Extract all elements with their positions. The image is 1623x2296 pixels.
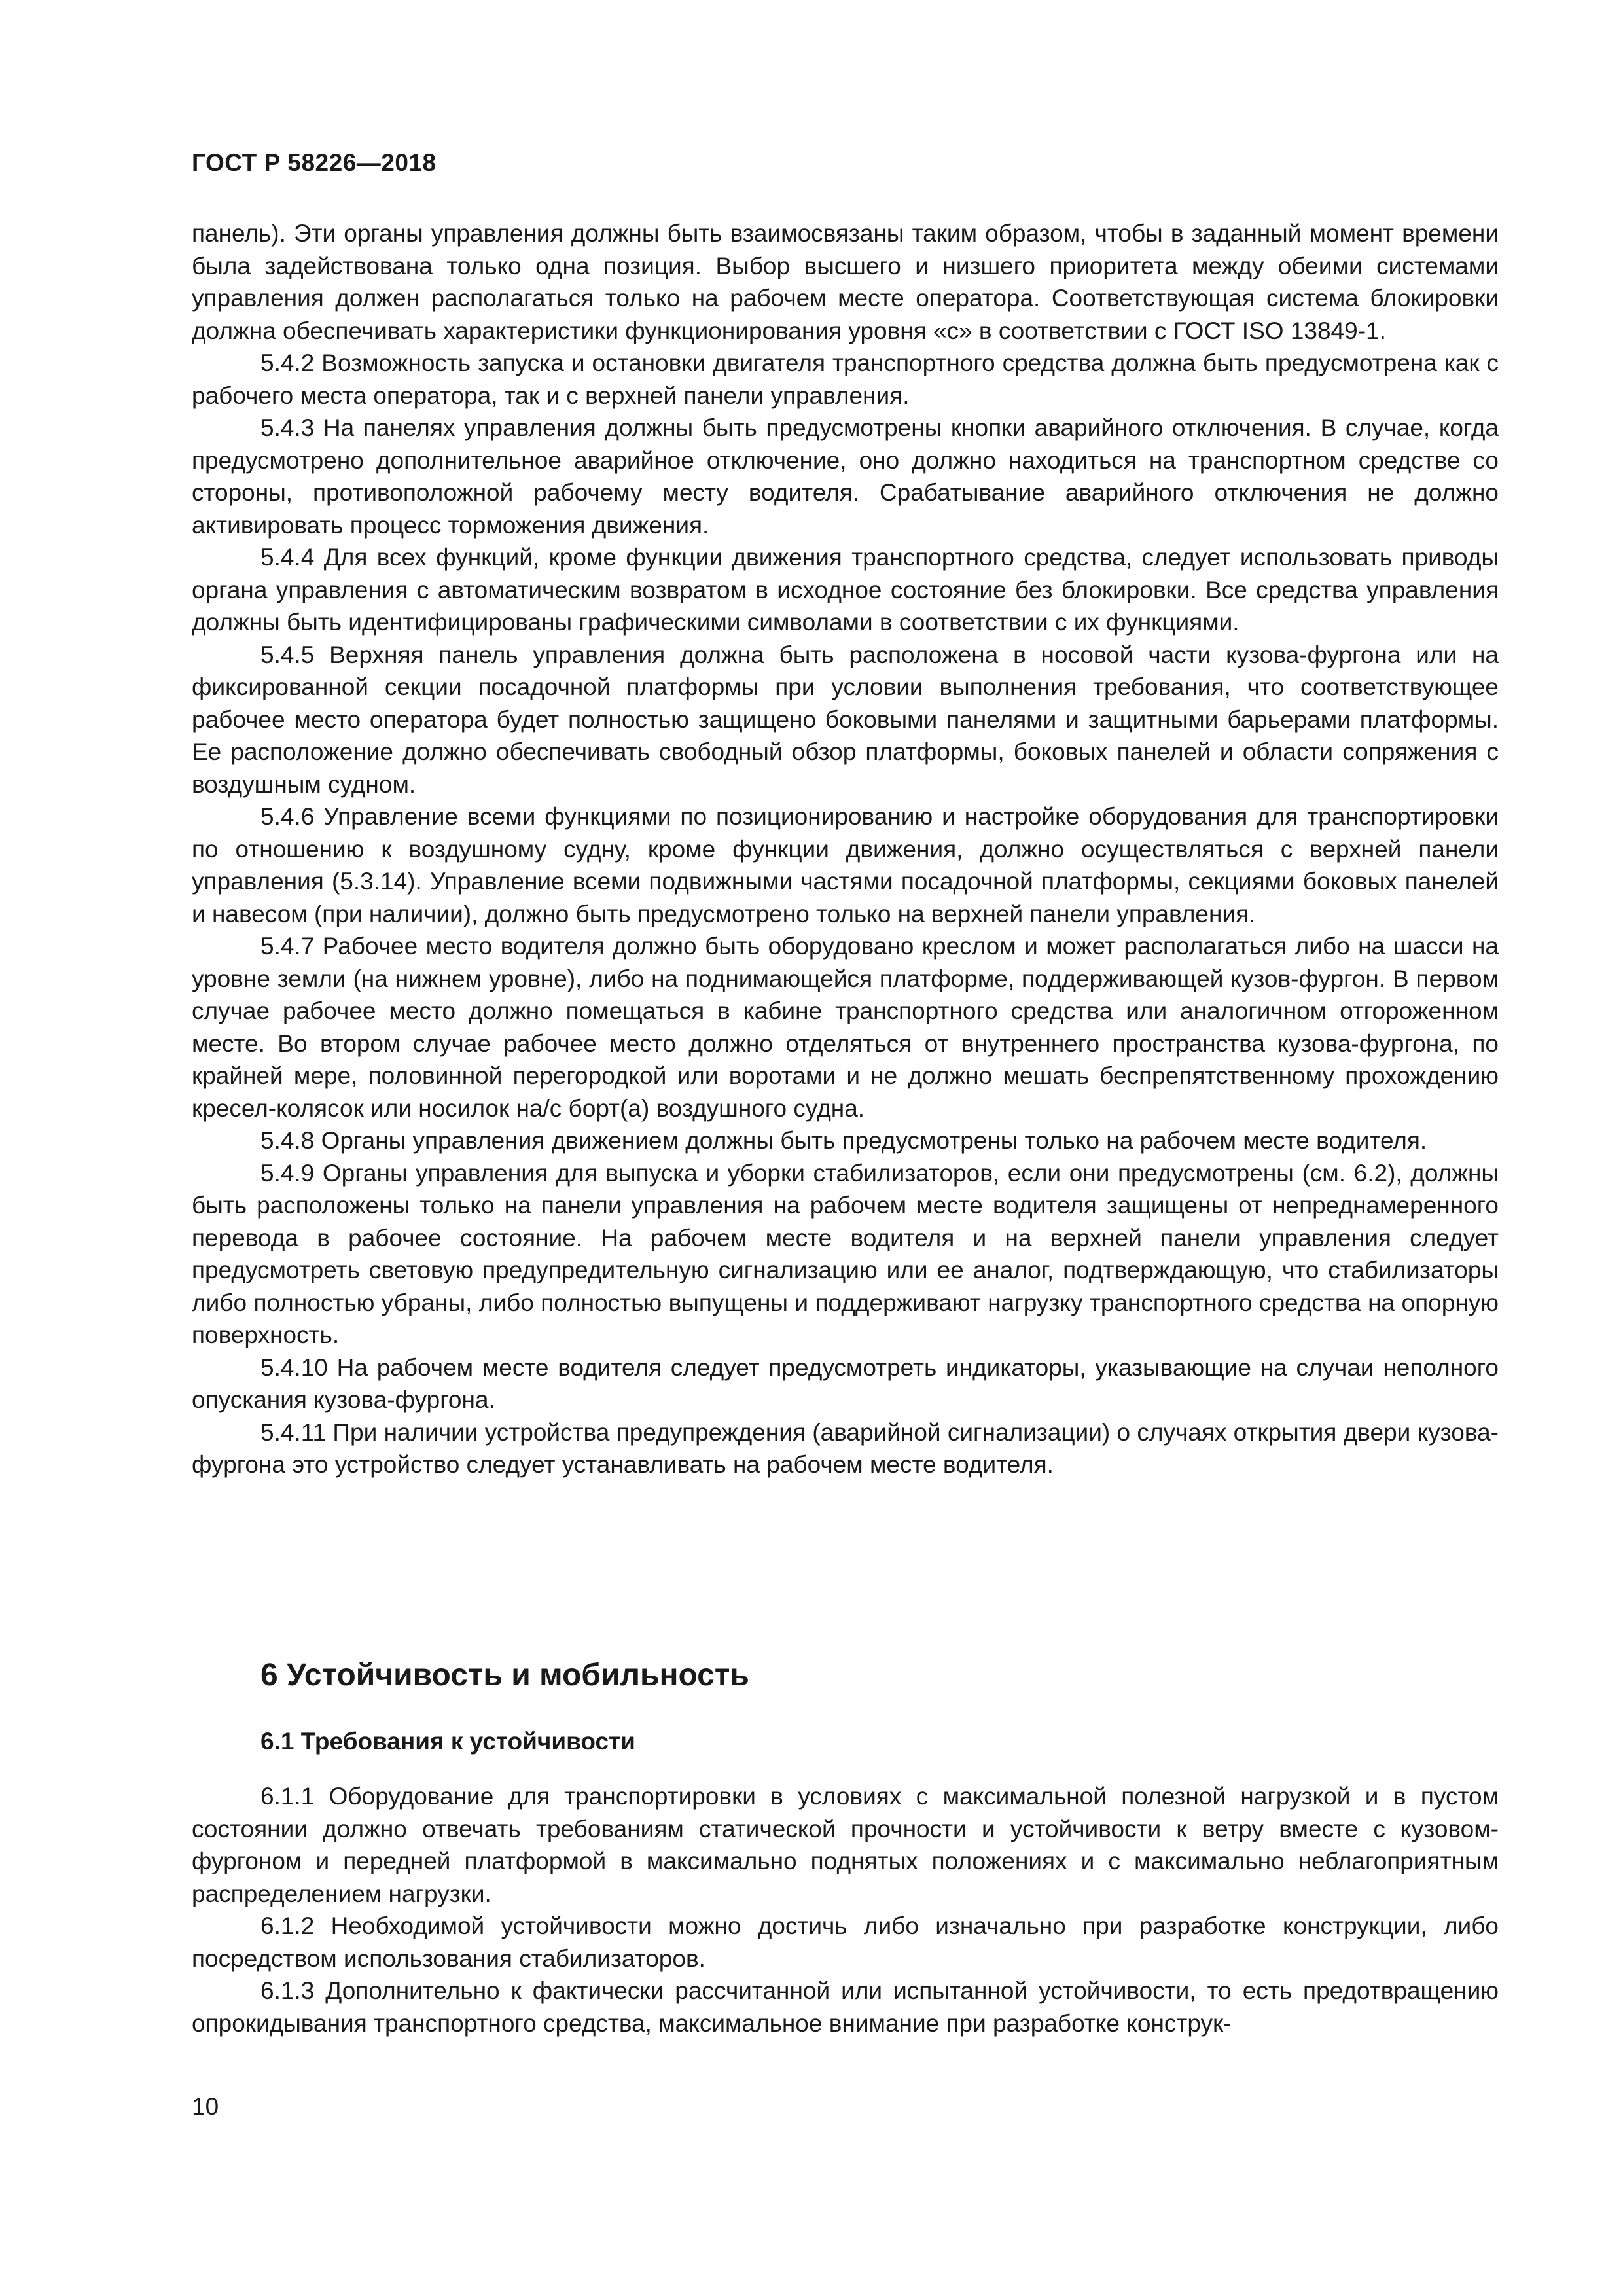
paragraph-5-4-5: 5.4.5 Верхняя панель управления должна быть расположена в носовой части кузова-фургона или на фиксированной секции посадочной платформы при условии выполнения требования, что соответствующее рабочее место оператора будет полностью защищено боковыми панелями и защитными барьерами платформы. Ее расположение должно обеспечивать свободный обзор платформы, боковых панелей и области сопряжения с воздушным судном. [192,641,1499,798]
page-number: 10 [192,2093,219,2120]
paragraph-5-4-3: 5.4.3 На панелях управления должны быть предусмотрены кнопки аварийного отключения. В случае, когда предусмотрено дополнительное аварийное отключение, оно должно находиться на транспортном средстве со стороны, противоположной рабочему месту водителя. Срабатывание аварийного отключения не должно активировать процесс торможения движения. [192,414,1499,539]
paragraph-5-4-6: 5.4.6 Управление всеми функциями по позиционированию и настройке оборудования для транспортировки по отношению к воздушному судну, кроме функции движения, должно осуществляться с верхней панели управления (5.3.14). Управление всеми подвижными частями посадочной платформы, секциями боковых панелей и навесом (при наличии), должно быть предусмотрено только на верхней панели управления. [192,803,1499,927]
paragraph-6-1-2: 6.1.2 Необходимой устойчивости можно достичь либо изначально при разработке конструкции, либо посредством использования стабилизаторов. [192,1912,1499,1972]
paragraph-5-4-7: 5.4.7 Рабочее место водителя должно быть оборудовано креслом и может располагаться либо на шасси на уровне земли (на нижнем уровне), либо на поднимающейся платформе, поддерживающей кузов-фургон. В первом случае рабочее место должно помещаться в кабине транспортного средства или аналогичном отгороженном месте. Во втором случае рабочее место должно отделяться от внутреннего пространства кузова-фургона, по крайней мере, половинной перегородкой или воротами и не должно мешать беспрепятственному прохождению кресел-колясок или носилок на/с борт(а) воздушного судна. [192,933,1499,1122]
paragraph-5-4-4: 5.4.4 Для всех функций, кроме функции движения транспортного средства, следует использовать приводы органа управления с автоматическим возвратом в исходное состояние без блокировки. Все средства управления должны быть идентифицированы графическими символами в соответствии с их функциями. [192,544,1499,636]
document-header: ГОСТ Р 58226—2018 [192,149,437,176]
paragraph-6-1-3: 6.1.3 Дополнительно к фактически рассчитанной или испытанной устойчивости, то есть предотвращению опрокидывания транспортного средства, максимальное внимание при разработке конструк- [192,1977,1499,2037]
subsection-6-1-title: 6.1 Требования к устойчивости [260,1728,635,1755]
paragraph-continuation: панель). Эти органы управления должны быть взаимосвязаны таким образом, чтобы в заданный момент времени была задействована только одна позиция. Выбор высшего и низшего приоритета между обеими системами управления должен располагаться только на рабочем месте оператора. Соответствующая система блокировки должна обеспечивать характеристики функционирования уровня «с» в соответствии с ГОСТ ISO 13849-1. [192,220,1499,344]
paragraph-5-4-2: 5.4.2 Возможность запуска и остановки двигателя транспортного средства должна быть предусмотрена как с рабочего места оператора, так и с верхней панели управления. [192,350,1499,409]
paragraph-5-4-9: 5.4.9 Органы управления для выпуска и уборки стабилизаторов, если они предусмотрены (см. 6.2), должны быть расположены только на панели управления на рабочем месте водителя защищены от непреднамеренного перевода в рабочее состояние. На рабочем месте водителя и на верхней панели управления следует предусмотреть световую предупредительную сигнализацию или ее аналог, подтверждающую, что стабилизаторы либо полностью убраны, либо полностью выпущены и поддерживают нагрузку транспортного средства на опорную поверхность. [192,1159,1499,1348]
paragraph-5-4-8: 5.4.8 Органы управления движением должны быть предусмотрены только на рабочем месте водителя. [260,1127,1427,1154]
paragraph-5-4-10: 5.4.10 На рабочем месте водителя следует предусмотреть индикаторы, указывающие на случаи неполного опускания кузова-фургона. [192,1354,1499,1413]
section-6-title: 6 Устойчивость и мобильность [260,1658,749,1693]
body-text-top [192,217,1499,1481]
body-text-section-6 [192,1780,1499,2039]
paragraph-5-4-11: 5.4.11 При наличии устройства предупреждения (аварийной сигнализации) о случаях открытия двери кузова-фургона это устройство следует устанавливать на рабочем месте водителя. [192,1418,1499,1478]
paragraph-6-1-1: 6.1.1 Оборудование для транспортировки в условиях с максимальной полезной нагрузкой и в пустом состоянии должно отвечать требованиям статической прочности и устойчивости к ветру вместе с кузовом-фургоном и передней платформой в максимально поднятых положениях и с максимально неблагоприятным распределением нагрузки. [192,1783,1499,1907]
